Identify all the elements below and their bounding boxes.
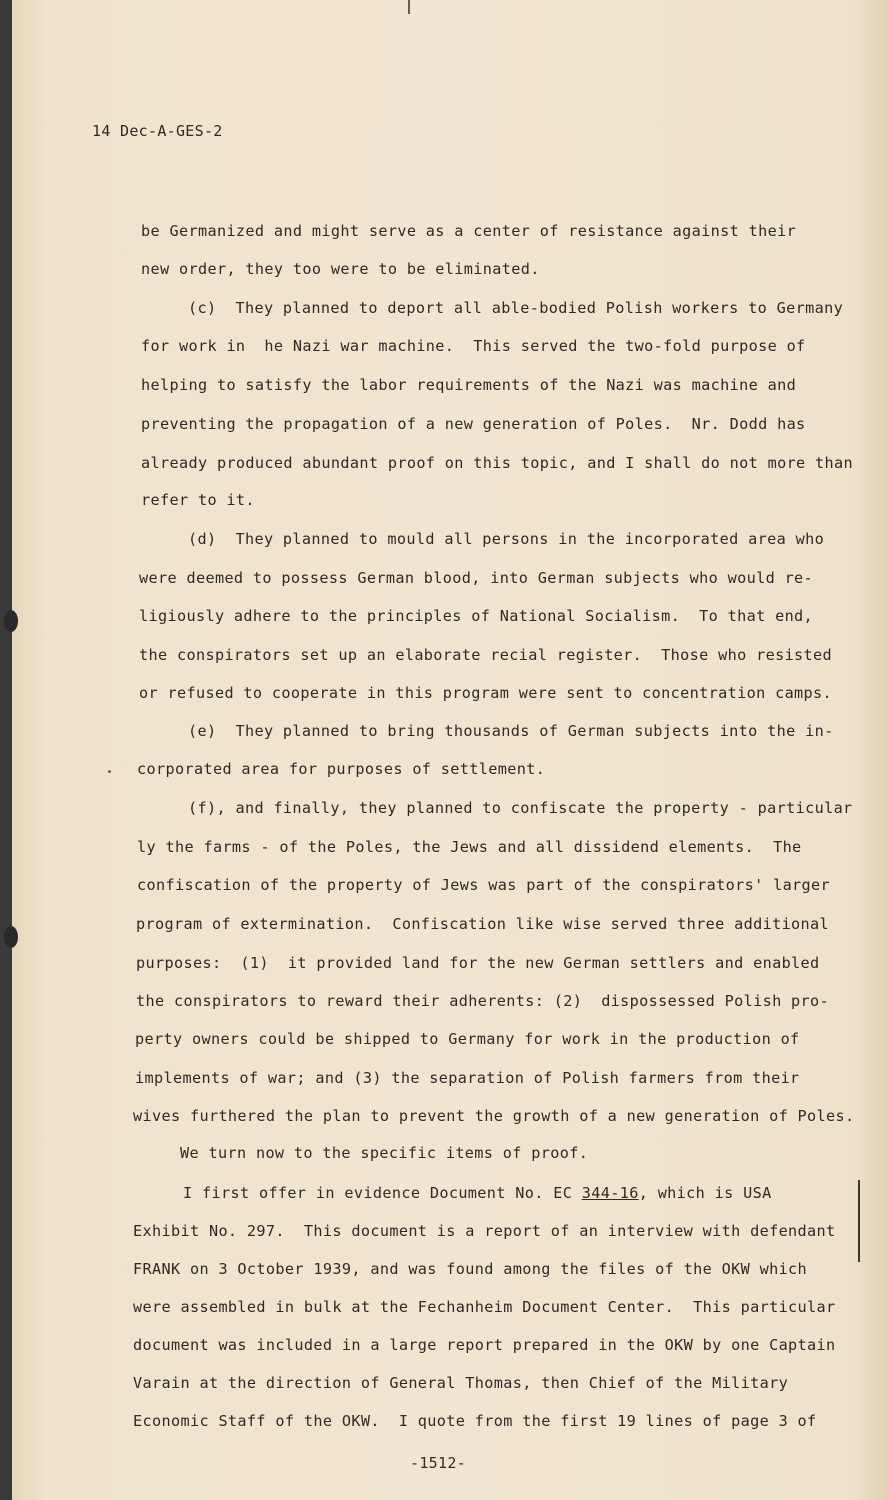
text-line: preventing the propagation of a new generation of Poles. Nr. Dodd has <box>141 415 806 433</box>
text-line: or refused to cooperate in this program were sent to concentration camps. <box>139 684 833 702</box>
text-segment: , which is USA <box>638 1184 772 1202</box>
text-line: purposes: (1) it provided land for the new German settlers and enabled <box>136 954 820 972</box>
text-line: (e) They planned to bring thousands of German subjects into the in- <box>188 722 834 740</box>
text-line: were assembled in bulk at the Fechanheim Document Center. This particular <box>133 1298 836 1316</box>
text-line: confiscation of the property of Jews was part of the conspirators' larger <box>137 876 831 894</box>
stray-ink-mark <box>108 770 111 773</box>
text-segment: I first offer in evidence Document No. EC <box>183 1184 582 1202</box>
text-line: the conspirators set up an elaborate recial register. Those who resisted <box>139 646 833 664</box>
text-line: ligiously adhere to the principles of National Socialism. To that end, <box>139 607 814 625</box>
text-line: the conspirators to reward their adherents: (2) dispossessed Polish pro- <box>136 992 830 1010</box>
binder-hole <box>4 610 18 632</box>
text-line: We turn now to the specific items of proof. <box>180 1144 589 1162</box>
document-reference-header: 14 Dec-A-GES-2 <box>92 122 223 140</box>
text-line: Exhibit No. 297. This document is a report of an interview with defendant <box>133 1222 836 1240</box>
text-line: (d) They planned to mould all persons in the incorporated area who <box>188 530 825 548</box>
text-line-with-document-number <box>183 1183 772 1203</box>
text-line: implements of war; and (3) the separation of Polish farmers from their <box>135 1069 800 1087</box>
binder-hole <box>4 926 18 948</box>
text-line: program of extermination. Confiscation like wise served three additional <box>136 915 830 933</box>
text-line: already produced abundant proof on this topic, and I shall do not more than <box>141 454 854 472</box>
text-line: Economic Staff of the OKW. I quote from the first 19 lines of page 3 of <box>133 1412 817 1430</box>
page-number: -1512- <box>410 1454 466 1472</box>
text-line: Varain at the direction of General Thomas, then Chief of the Military <box>133 1374 789 1392</box>
text-line: were deemed to possess German blood, into German subjects who would re- <box>139 569 814 587</box>
text-line: (f), and finally, they planned to confiscate the property - particular <box>188 799 853 817</box>
text-line: for work in he Nazi war machine. This served the two-fold purpose of <box>141 337 806 355</box>
text-line: (c) They planned to deport all able-bodied Polish workers to Germany <box>188 299 844 317</box>
underlined-document-number: 344-16 <box>581 1184 639 1202</box>
text-line: ly the farms - of the Poles, the Jews and all dissidend elements. The <box>137 838 802 856</box>
text-line: corporated area for purposes of settlement. <box>137 760 546 778</box>
scan-binding-edge <box>0 0 12 1500</box>
top-crease-mark <box>408 0 410 14</box>
text-line: be Germanized and might serve as a center of resistance against their <box>141 222 797 240</box>
text-line: perty owners could be shipped to Germany for work in the production of <box>135 1030 800 1048</box>
text-line: new order, they too were to be eliminated. <box>141 260 540 278</box>
text-line: wives furthered the plan to prevent the growth of a new generation of Poles. <box>133 1107 855 1125</box>
text-line: helping to satisfy the labor requirements of the Nazi was machine and <box>141 376 797 394</box>
text-line: FRANK on 3 October 1939, and was found among the files of the OKW which <box>133 1260 808 1278</box>
margin-marker-line <box>858 1180 860 1262</box>
text-line: document was included in a large report prepared in the OKW by one Captain <box>133 1336 836 1354</box>
text-line: refer to it. <box>141 491 255 509</box>
